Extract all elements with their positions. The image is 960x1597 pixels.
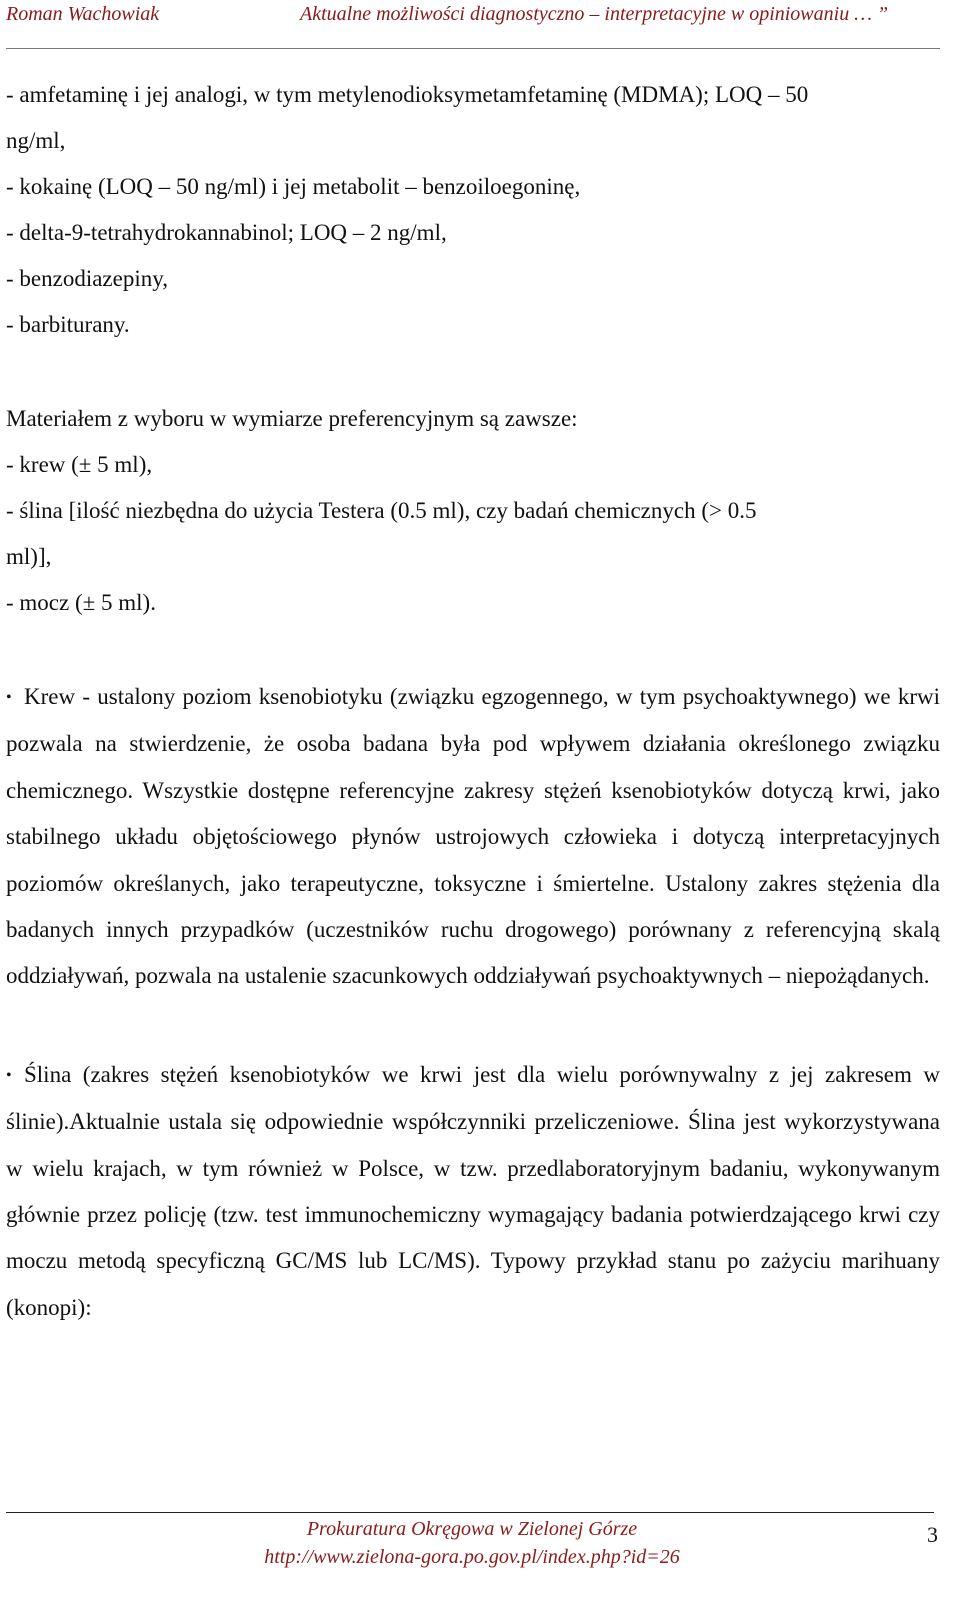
spacer	[6, 626, 940, 674]
list-item: ml)],	[6, 544, 52, 569]
list-item: - delta-9-tetrahydrokannabinol; LOQ – 2 ng/ml,	[6, 220, 447, 245]
running-header	[6, 3, 946, 29]
footer-organization: Prokuratura Okręgowa w Zielonej Górze	[306, 1518, 638, 1540]
footer-divider	[6, 1512, 934, 1513]
blood-paragraph-text: Krew - ustalony poziom ksenobiotyku (związku egzogennego, w tym psychoaktywnego) we krwi pozwala na stwierdzenie, że osoba badana była pod wpływem działania określonego związku chemicznego. Wszystkie dostępne referencyjne zakresy stężeń ksenobiotyków dotyczą krwi, jako stabilnego układu objętościowego płynów ustrojowych człowieka i dotyczą interpretacyjnych poziomów określanych, jako terapeutyczne, toksyczne i śmiertelne. Ustalony zakres stężenia dla badanych innych przypadków (uczestników ruchu drogowego) porównany z referencyjną skalą oddziaływań, pozwala na ustalenie szacunkowych oddziaływań psychoaktywnych – niepożądanych.	[6, 684, 940, 989]
bullet-icon: •	[6, 1066, 12, 1084]
list-item: ng/ml,	[6, 128, 66, 153]
substance-list	[6, 72, 940, 348]
header-author: Roman Wachowiak	[6, 3, 160, 25]
list-item: - ślina [ilość niezbędna do użycia Testera (0.5 ml), czy badań chemicznych (> 0.5	[6, 498, 757, 523]
saliva-paragraph	[6, 1052, 940, 1331]
list-item: - mocz (± 5 ml).	[6, 590, 156, 615]
list-item: - benzodiazepiny,	[6, 266, 168, 291]
footer-url-link[interactable]: http://www.zielona-gora.po.gov.pl/index.php?id=26	[264, 1546, 680, 1568]
spacer	[6, 1000, 940, 1052]
material-section	[6, 396, 940, 626]
bullet-icon: •	[6, 689, 12, 706]
list-item: - barbiturany.	[6, 312, 130, 337]
header-divider	[6, 48, 940, 49]
spacer	[6, 348, 940, 396]
list-item: - amfetaminę i jej analogi, w tym metylenodioksymetamfetaminę (MDMA); LOQ – 50	[6, 82, 809, 107]
page-body	[6, 72, 940, 1331]
list-item: - kokainę (LOQ – 50 ng/ml) i jej metabolit – benzoiloegoninę,	[6, 174, 581, 199]
material-intro: Materiałem z wyboru w wymiarze preferencyjnym są zawsze:	[6, 406, 578, 431]
blood-paragraph	[6, 674, 940, 1000]
list-item: - krew (± 5 ml),	[6, 452, 153, 477]
header-title: Aktualne możliwości diagnostyczno – interpretacyjne w opiniowaniu … ”	[300, 3, 889, 25]
saliva-paragraph-text: Ślina (zakres stężeń ksenobiotyków we krwi jest dla wielu porównywalny z jej zakresem w ślinie).Aktualnie ustala się odpowiednie współczynniki przeliczeniowe. Ślina jest wykorzystywana w wielu krajach, w tym również w Polsce, w tzw. przedlaboratoryjnym badaniu, wykonywanym głównie przez policję (tzw. test immunochemiczny wymagający badania potwierdzającego krwi czy moczu metodą specyficzną GC/MS lub LC/MS). Typowy przykład stanu po zażyciu marihuany (konopi):	[6, 1061, 940, 1320]
page-number: 3	[927, 1522, 938, 1547]
